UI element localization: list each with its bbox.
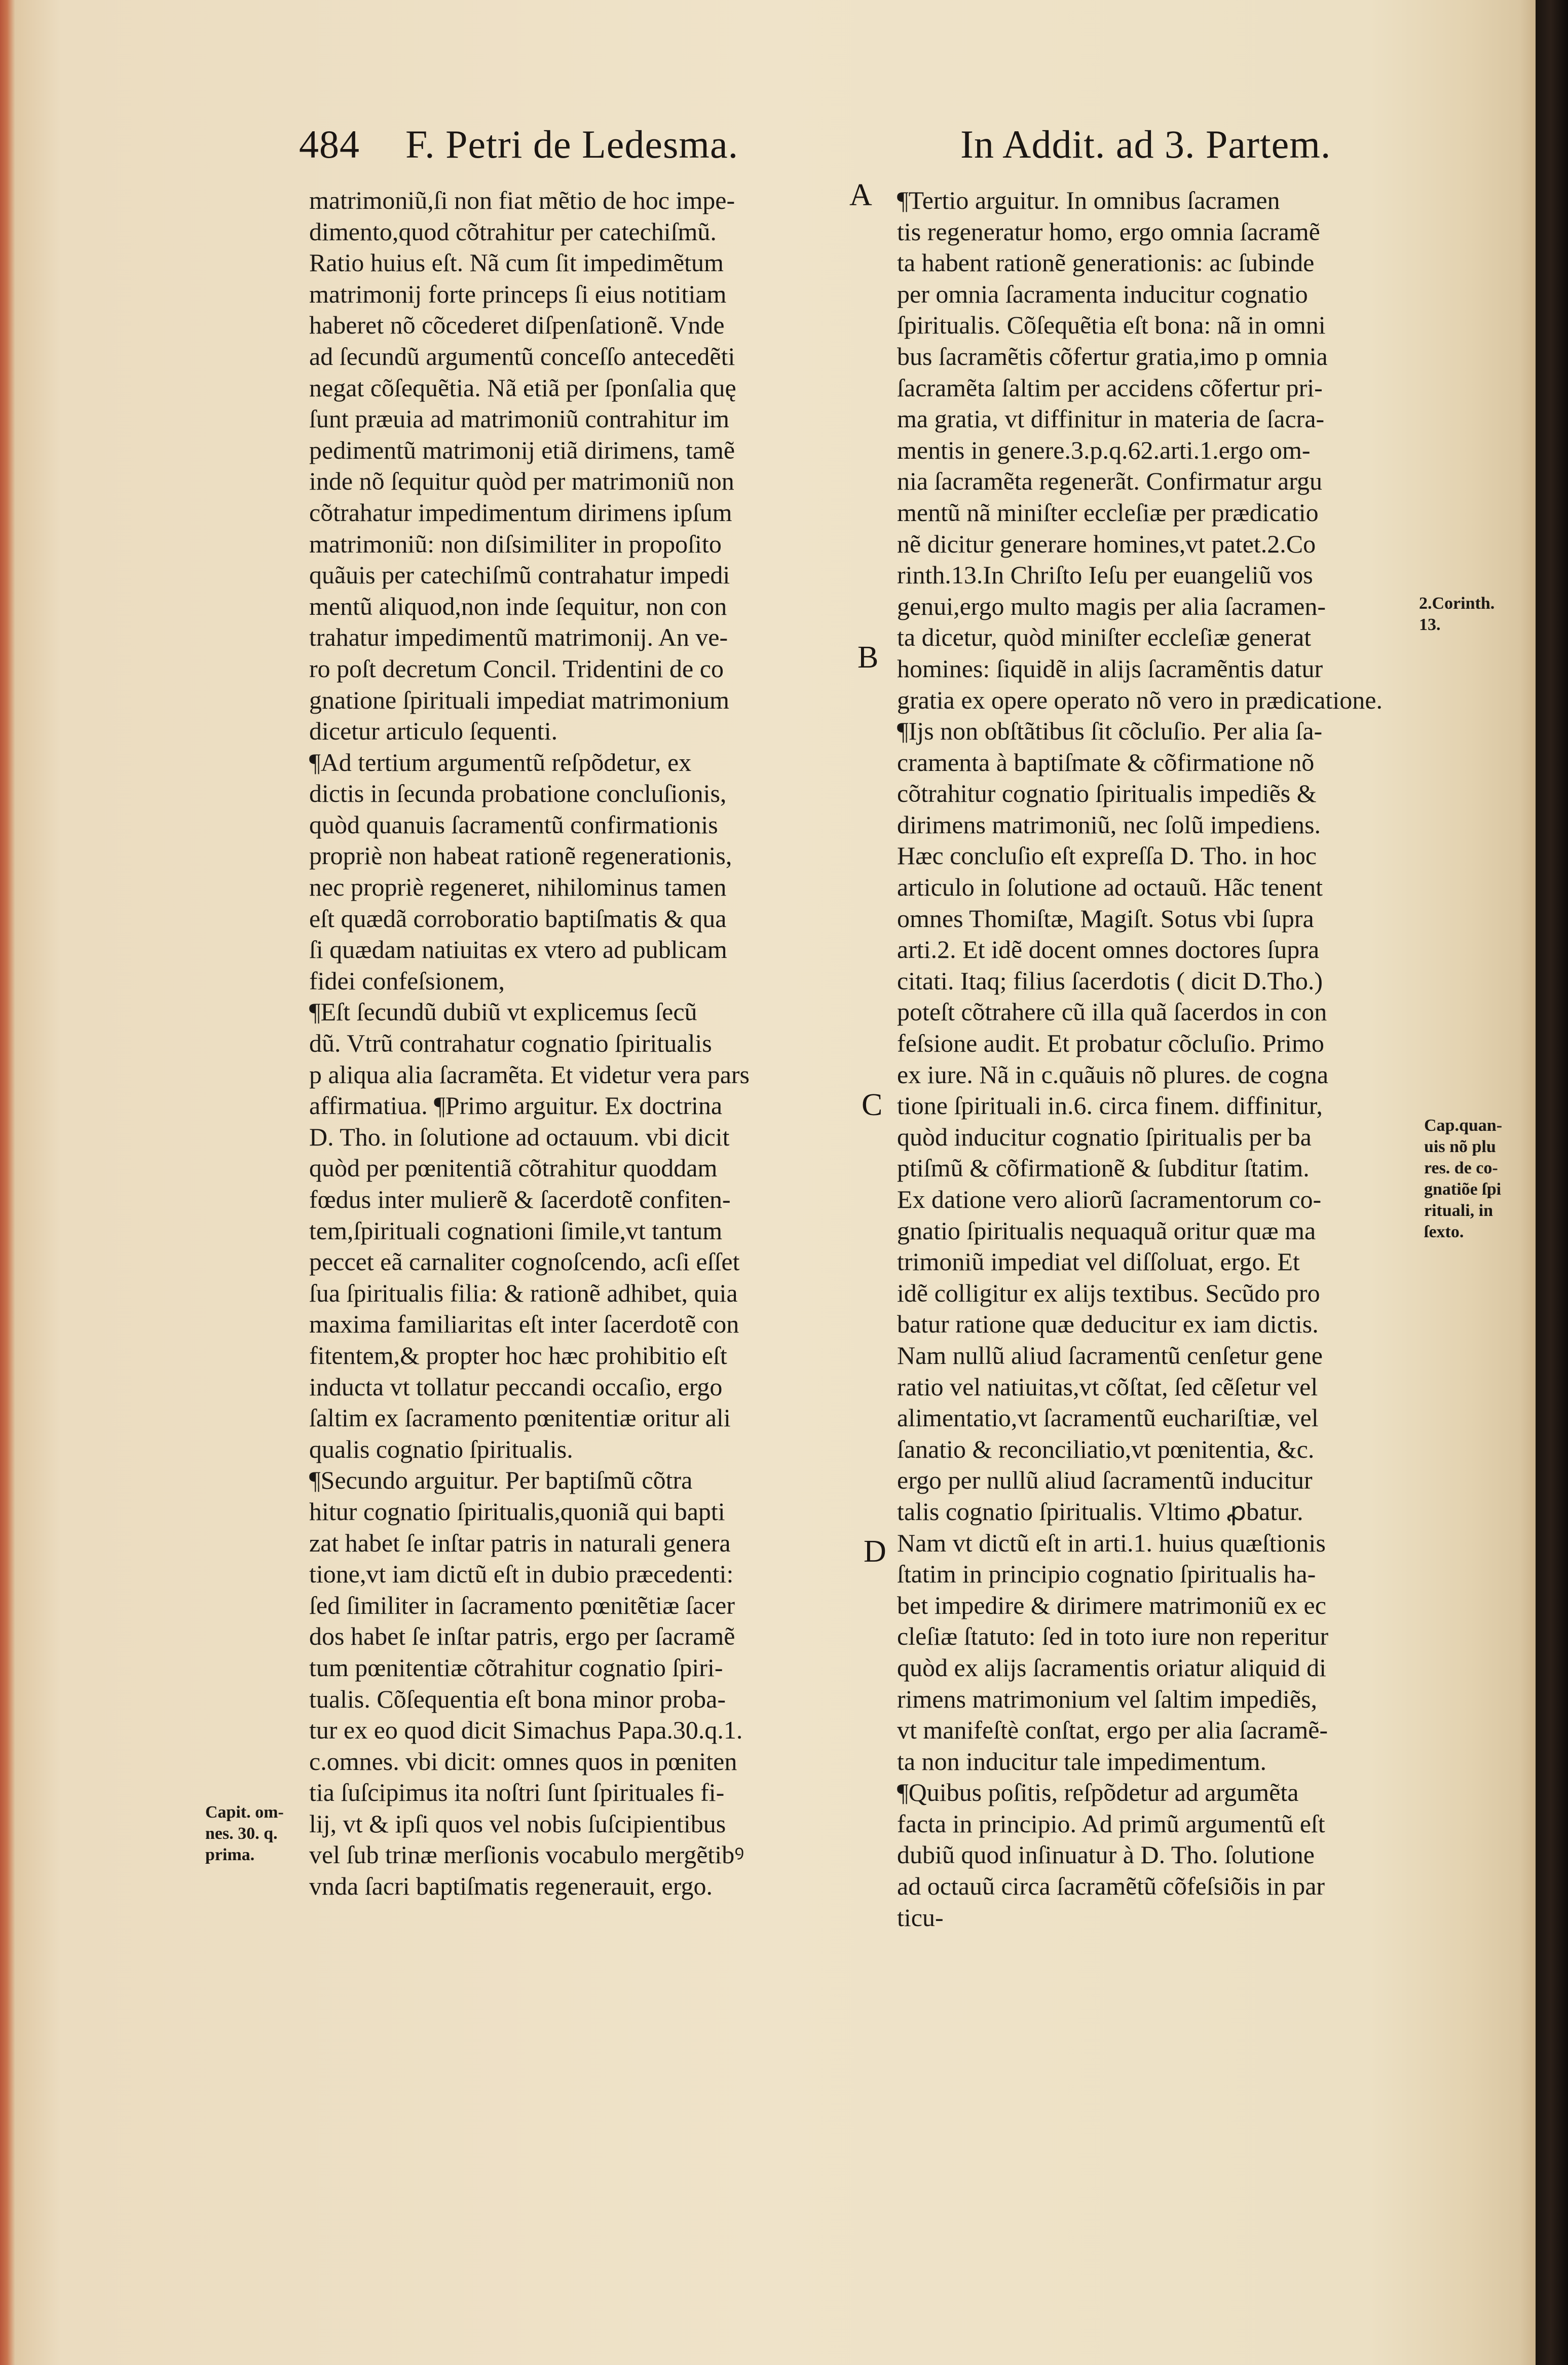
- text-line: talis cognatio ſpiritualis. Vltimo ꝓbatur.: [897, 1497, 1303, 1526]
- text-line: trahatur impedimentũ matrimonij. An ve-: [309, 623, 728, 652]
- text-line: ¶Tertio arguitur. In omnibus ſacramen: [897, 186, 1280, 214]
- text-line: mentis in genere.3.p.q.62.arti.1.ergo om-: [897, 435, 1311, 464]
- margin-note-line: rituali, in: [1424, 1201, 1494, 1220]
- text-line: ſtatim in principio cognatio ſpiritualis ha-: [897, 1560, 1316, 1588]
- text-line: trimoniũ impediat vel diſſoluat, ergo. Et: [897, 1247, 1300, 1276]
- text-line: Nam vt dictũ eſt in arti.1. huius quæſtionis: [897, 1528, 1326, 1557]
- page-number: 484: [299, 122, 360, 166]
- text-line: homines: ſiquidẽ in alijs ſacramẽntis datur: [897, 654, 1323, 683]
- text-line: ratio vel natiuitas,vt cõſtat, ſed cẽſetur vel: [897, 1372, 1318, 1401]
- text-line: dirimens matrimoniũ, nec ſolũ impediens.: [897, 810, 1321, 839]
- text-line: dictis in ſecunda probatione concluſionis,: [309, 779, 727, 808]
- text-line: ptiſmũ & cõfirmationẽ & ſubditur ſtatim.: [897, 1154, 1310, 1182]
- text-line: gnatione ſpirituali impediat matrimonium: [309, 685, 730, 714]
- text-line: affirmatiua. ¶Primo arguitur. Ex doctrina: [309, 1091, 723, 1120]
- left-column: [309, 185, 856, 1902]
- page-fore-edge: [1536, 0, 1568, 2365]
- margin-note-corinth: [1419, 593, 1495, 636]
- text-line: fidei confeſsionem,: [309, 966, 505, 995]
- text-line: mentũ nã miniſter eccleſiæ per prædicatio: [897, 498, 1319, 527]
- text-line: fitentem,& propter hoc hæc prohibitio eſt: [309, 1341, 727, 1370]
- text-line: p aliqua alia ſacramẽta. Et videtur vera pars: [309, 1060, 750, 1089]
- text-line: ta habent rationẽ generationis: ac ſubinde: [897, 248, 1315, 277]
- text-line: ad ſecundũ argumentũ conceſſo antecedẽti: [309, 342, 735, 371]
- margin-note-line: ſexto.: [1424, 1223, 1464, 1241]
- section-letter-c: C: [862, 1088, 883, 1122]
- text-line: quòd ex alijs ſacramentis oriatur aliquid di: [897, 1653, 1326, 1682]
- text-line: fœdus inter mulierẽ & ſacerdotẽ confiten-: [309, 1185, 731, 1213]
- text-line: gnatio ſpiritualis nequaquã oritur quæ ma: [897, 1216, 1316, 1245]
- text-line: ma gratia, vt diffinitur in materia de ſacra-: [897, 404, 1325, 433]
- margin-note-line: nes. 30. q.: [205, 1824, 278, 1843]
- text-line: hitur cognatio ſpiritualis,quoniã qui bapti: [309, 1497, 725, 1526]
- text-line: quãuis per catechiſmũ contrahatur impedi: [309, 561, 730, 589]
- text-line: ¶Ad tertium argumentũ reſpõdetur, ex: [309, 748, 692, 777]
- text-line: nẽ dicitur generare homines,vt patet.2.Co: [897, 529, 1316, 558]
- text-line: dubiũ quod inſinuatur à D. Tho. ſolutione: [897, 1840, 1315, 1869]
- text-line: haberet nõ cõcederet diſpenſationẽ. Vnde: [309, 311, 725, 340]
- text-line: idẽ colligitur ex alijs textibus. Secũdo pro: [897, 1278, 1320, 1307]
- text-line: omnes Thomiſtæ, Magiſt. Sotus vbi ſupra: [897, 904, 1314, 933]
- text-line: dũ. Vtrũ contrahatur cognatio ſpiritualis: [309, 1029, 712, 1058]
- text-line: facta in principio. Ad primũ argumentũ eſt: [897, 1809, 1325, 1838]
- text-line: vt manifeſtè conſtat, ergo per alia ſacramẽ-: [897, 1716, 1328, 1745]
- text-line: ta dicetur, quòd miniſter eccleſiæ generat: [897, 623, 1312, 652]
- text-line: inde nõ ſequitur quòd per matrimoniũ non: [309, 467, 734, 496]
- margin-note-line: Cap.quan-: [1424, 1116, 1503, 1135]
- text-line: genui,ergo multo magis per alia ſacramen-: [897, 592, 1326, 620]
- margin-note-line: prima.: [205, 1845, 255, 1864]
- text-line: tione,vt iam dictũ eſt in dubio præcedenti:: [309, 1560, 734, 1588]
- text-line: eſt quædã corroboratio baptiſmatis & qua: [309, 904, 727, 933]
- text-line: pedimentũ matrimonij etiã dirimens, tamẽ: [309, 435, 735, 464]
- text-line: ta non inducitur tale impedimentum.: [897, 1747, 1267, 1776]
- text-line: arti.2. Et idẽ docent omnes doctores ſupra: [897, 935, 1320, 964]
- text-line: tia ſuſcipimus ita noſtri ſunt ſpirituales fi-: [309, 1778, 725, 1807]
- text-line: ¶Ijs non obſtãtibus ſit cõcluſio. Per alia ſa-: [897, 717, 1323, 746]
- margin-note-line: 2.Corinth.: [1419, 594, 1495, 613]
- text-line: quòd per pœnitentiã cõtrahitur quoddam: [309, 1154, 718, 1182]
- text-line: ſanatio & reconciliatio,vt pœnitentia, &c.: [897, 1434, 1315, 1463]
- text-line: ſi quædam natiuitas ex vtero ad publicam: [309, 935, 727, 964]
- text-line: matrimoniũ: non diſsimiliter in propoſito: [309, 529, 722, 558]
- text-line: dicetur articulo ſequenti.: [309, 717, 558, 746]
- margin-note-cap-quanuis: [1424, 1115, 1502, 1243]
- text-line: lij, vt & ipſi quos vel nobis ſuſcipientibus: [309, 1809, 726, 1838]
- text-line: Ex datione vero aliorũ ſacramentorum co-: [897, 1185, 1322, 1213]
- text-line: nia ſacramẽta regenerãt. Confirmatur argu: [897, 467, 1322, 496]
- text-line: dos habet ſe inſtar patris, ergo per ſacramẽ: [309, 1622, 735, 1651]
- margin-note-line: uis nõ plu: [1424, 1137, 1496, 1156]
- text-line: alimentatio,vt ſacramentũ euchariſtiæ, vel: [897, 1403, 1319, 1432]
- running-title-right: In Addit. ad 3. Partem.: [960, 122, 1331, 166]
- text-line: cõtrahitur cognatio ſpiritualis impediẽs &: [897, 779, 1317, 808]
- running-title: F. Petri de Ledesma.: [405, 122, 739, 166]
- text-line: zat habet ſe inſtar patris in naturali genera: [309, 1528, 731, 1557]
- text-line: ad octauũ circa ſacramẽtũ cõfeſsiõis in par: [897, 1872, 1325, 1901]
- text-line: tem,ſpirituali cognationi ſimile,vt tantum: [309, 1216, 723, 1245]
- section-letter-b: B: [857, 640, 879, 675]
- text-line: rinth.13.In Chriſto Ieſu per euangeliũ vos: [897, 561, 1313, 589]
- text-line: batur ratione quæ deducitur ex iam dictis.: [897, 1310, 1319, 1339]
- text-line: articulo in ſolutione ad octauũ. Hãc tenent: [897, 873, 1323, 902]
- text-line: ¶Eſt ſecundũ dubiũ vt explicemus ſecũ: [309, 997, 697, 1026]
- text-line: tis regeneratur homo, ergo omnia ſacramẽ: [897, 217, 1320, 246]
- text-line: ¶Quibus poſitis, reſpõdetur ad argumẽta: [897, 1778, 1299, 1807]
- text-line: poteſt cõtrahere cũ illa quã ſacerdos in con: [897, 997, 1327, 1026]
- text-line: peccet eã carnaliter cognoſcendo, acſi eſſet: [309, 1247, 740, 1276]
- text-line: tum pœnitentiæ cõtrahitur cognatio ſpiri-: [309, 1653, 723, 1682]
- text-line: ſunt præuia ad matrimoniũ contrahitur im: [309, 404, 730, 433]
- margin-note-line: gnatiõe ſpi: [1424, 1180, 1502, 1199]
- text-line: ſaltim ex ſacramento pœnitentiæ oritur ali: [309, 1403, 731, 1432]
- section-letter-a: A: [849, 178, 872, 212]
- text-line: negat cõſequẽtia. Nã etiã per ſponſalia quę: [309, 373, 736, 402]
- text-line: nec propriè regeneret, nihilominus tamen: [309, 873, 727, 902]
- section-letter-d: D: [864, 1534, 886, 1569]
- text-line: ſua ſpiritualis filia: & rationẽ adhibet, quia: [309, 1278, 738, 1307]
- text-line: ¶Secundo arguitur. Per baptiſmũ cõtra: [309, 1466, 693, 1495]
- text-line: vnda ſacri baptiſmatis regenerauit, ergo.: [309, 1872, 713, 1901]
- margin-note-line: 13.: [1419, 615, 1441, 634]
- text-line: tualis. Cõſequentia eſt bona minor proba-: [309, 1684, 726, 1713]
- text-line: quòd quanuis ſacramentũ confirmationis: [309, 810, 718, 839]
- text-line: ſed ſimiliter in ſacramento pœnitẽtiæ ſacer: [309, 1591, 735, 1619]
- text-line: Hæc concluſio eſt expreſſa D. Tho. in hoc: [897, 841, 1317, 870]
- right-column: [897, 185, 1404, 1933]
- text-line: bus ſacramẽtis cõfertur gratia,imo p omnia: [897, 342, 1328, 371]
- text-line: ſpiritualis. Cõſequẽtia eſt bona: nã in omni: [897, 311, 1326, 340]
- text-line: propriè non habeat rationẽ regenerationis,: [309, 841, 732, 870]
- text-line: qualis cognatio ſpiritualis.: [309, 1434, 573, 1463]
- text-line: D. Tho. in ſolutione ad octauum. vbi dicit: [309, 1122, 730, 1151]
- text-line: dimento,quod cõtrahitur per catechiſmũ.: [309, 217, 717, 246]
- text-line: mentũ aliquod,non inde ſequitur, non con: [309, 592, 727, 620]
- text-line: inducta vt tollatur peccandi occaſio, ergo: [309, 1372, 723, 1401]
- text-line: quòd inducitur cognatio ſpiritualis per ba: [897, 1122, 1312, 1151]
- text-line: per omnia ſacramenta inducitur cognatio: [897, 279, 1308, 308]
- text-line: vel ſub trinæ merſionis vocabulo mergẽtibꝰ: [309, 1840, 744, 1869]
- text-line: ergo per nullũ aliud ſacramentũ inducitur: [897, 1466, 1313, 1495]
- text-line: maxima familiaritas eſt inter ſacerdotẽ con: [309, 1310, 739, 1339]
- text-line: matrimonij forte princeps ſi eius notitiam: [309, 279, 727, 308]
- text-line: gratia ex opere operato nõ vero in prædicatione.: [897, 685, 1383, 714]
- text-line: ro poſt decretum Concil. Tridentini de co: [309, 654, 724, 683]
- text-line: ex iure. Nã in c.quãuis nõ plures. de cogna: [897, 1060, 1329, 1089]
- text-line: tione ſpirituali in.6. circa finem. diffinitur,: [897, 1091, 1323, 1120]
- text-line: bet impedire & dirimere matrimoniũ ex ec: [897, 1591, 1326, 1619]
- text-line: c.omnes. vbi dicit: omnes quos in pœniten: [309, 1747, 737, 1776]
- text-line: cleſiæ ſtatuto: ſed in toto iure non reperitur: [897, 1622, 1329, 1651]
- text-line: tur ex eo quod dicit Simachus Papa.30.q.1.: [309, 1716, 743, 1745]
- text-line: ſacramẽta ſaltim per accidens cõfertur pri-: [897, 373, 1323, 402]
- margin-note-line: Capit. om-: [205, 1803, 284, 1822]
- margin-note-capit-omnes: [205, 1802, 284, 1866]
- text-line: citati. Itaq; filius ſacerdotis ( dicit D.Tho.): [897, 966, 1323, 995]
- text-line: Ratio huius eſt. Nã cum ſit impedimẽtum: [309, 248, 724, 277]
- text-line: cõtrahatur impedimentum dirimens ipſum: [309, 498, 732, 527]
- text-line: cramenta à baptiſmate & cõfirmatione nõ: [897, 748, 1315, 777]
- margin-note-line: res. de co-: [1424, 1159, 1498, 1177]
- text-line: rimens matrimonium vel ſaltim impediẽs,: [897, 1684, 1318, 1713]
- text-line: feſsione audit. Et probatur cõcluſio. Primo: [897, 1029, 1324, 1058]
- text-line: Nam nullũ aliud ſacramentũ cenſetur gene: [897, 1341, 1323, 1370]
- text-line: matrimoniũ,ſi non fiat mẽtio de hoc impe-: [309, 186, 735, 214]
- text-line: ticu-: [897, 1903, 944, 1932]
